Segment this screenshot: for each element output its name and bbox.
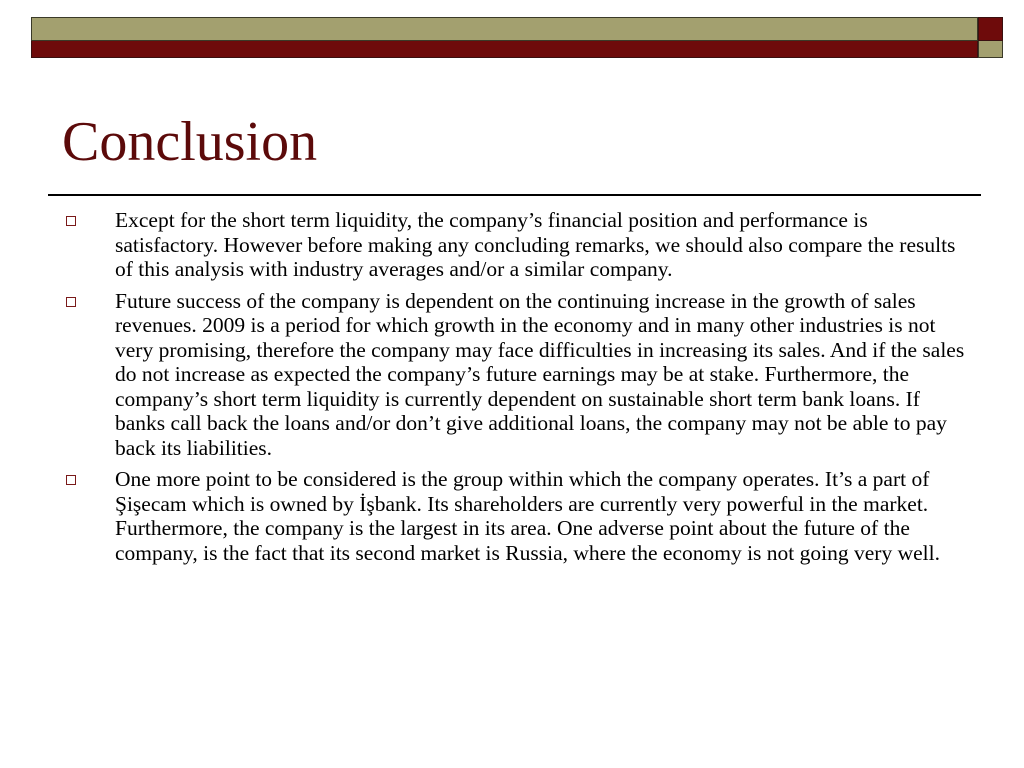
title-divider [48, 194, 981, 196]
bullet-item-3 [66, 467, 966, 565]
slide-title: Conclusion [62, 111, 318, 173]
bullet-text: Except for the short term liquidity, the company’s financial position and performance is satisfactory. However before making any concluding remarks, we should also compare the results of this analysis with industry averages and/or a similar company. [115, 208, 956, 281]
bullet-list [66, 208, 966, 572]
header-bar-olive [31, 17, 978, 41]
bullet-item-1 [66, 208, 966, 282]
square-bullet-icon [66, 216, 76, 226]
header-square-olive [978, 41, 1003, 58]
square-bullet-icon [66, 475, 76, 485]
header-bar-maroon [31, 41, 978, 58]
square-bullet-icon [66, 297, 76, 307]
header-square-maroon [978, 17, 1003, 41]
bullet-text: One more point to be considered is the group within which the company operates. It’s a part of Şişecam which is owned by İşbank. Its shareholders are currently very powerful in the market. Furthermore, the company is the largest in its area. One adverse point about the future of the company, is the fact that its second market is Russia, where the economy is not going very well. [115, 467, 940, 565]
bullet-text: Future success of the company is dependent on the continuing increase in the growth of sales revenues. 2009 is a period for which growth in the economy and in many other industries is not very promising, therefore the company may face difficulties in increasing its sales. And if the sales do not increase as expected the company’s future earnings may be at stake. Furthermore, the company’s short term liquidity is currently dependent on sustainable short term bank loans. If banks call back the loans and/or don’t give additional loans, the company may not be able to pay back its liabilities. [115, 288, 965, 460]
bullet-item-2 [66, 289, 966, 461]
